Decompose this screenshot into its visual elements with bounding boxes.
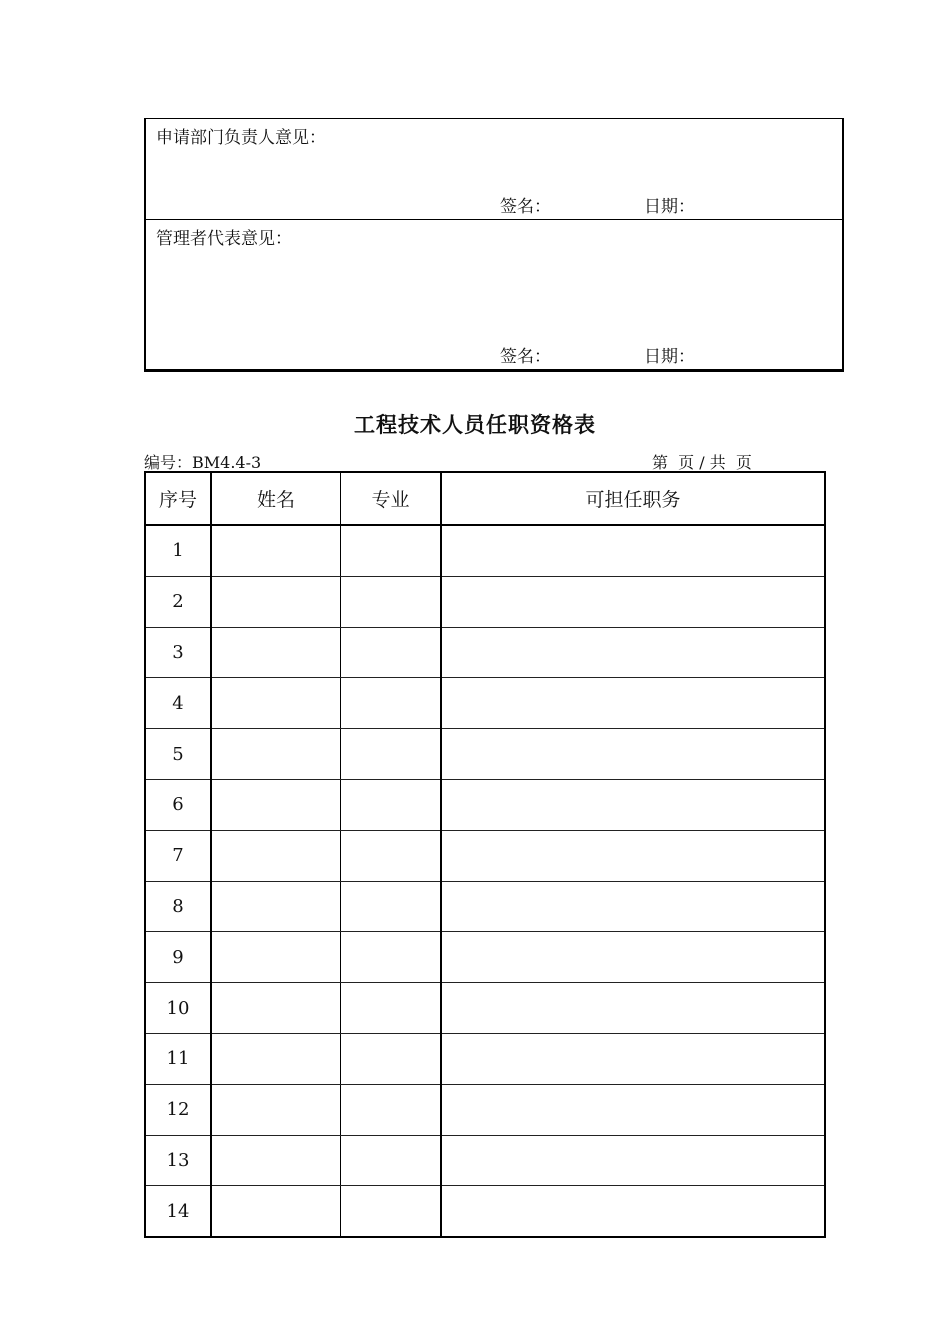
row-positions-cell[interactable]	[441, 1084, 825, 1135]
row-positions-cell[interactable]	[441, 576, 825, 627]
row-seq-cell: 5	[145, 729, 211, 780]
row-name-cell[interactable]	[211, 1033, 341, 1084]
row-name-cell[interactable]	[211, 525, 341, 576]
table-header-row	[145, 472, 825, 525]
department-opinion-section	[146, 118, 842, 220]
table-row	[145, 983, 825, 1034]
table-row	[145, 729, 825, 780]
page-info: 第 页 / 共 页	[652, 453, 752, 472]
department-opinion-label: 申请部门负责人意见：	[156, 128, 326, 148]
table-row	[145, 576, 825, 627]
row-major-cell[interactable]	[341, 983, 442, 1034]
row-seq-cell: 12	[145, 1084, 211, 1135]
row-major-cell[interactable]	[341, 932, 442, 983]
row-seq-cell: 13	[145, 1135, 211, 1186]
management-rep-date-label: 日期：	[644, 347, 695, 367]
department-signature-label: 签名：	[500, 197, 551, 217]
row-major-cell[interactable]	[341, 1135, 442, 1186]
management-rep-signature-label: 签名：	[500, 347, 551, 367]
row-positions-cell[interactable]	[441, 525, 825, 576]
table-row	[145, 525, 825, 576]
row-major-cell[interactable]	[341, 830, 442, 881]
row-seq-cell: 3	[145, 627, 211, 678]
table-row	[145, 830, 825, 881]
row-name-cell[interactable]	[211, 1135, 341, 1186]
header-major: 专业	[341, 472, 442, 525]
approval-box	[144, 118, 844, 372]
row-seq-cell: 1	[145, 525, 211, 576]
row-seq-cell: 7	[145, 830, 211, 881]
department-date-label: 日期：	[644, 197, 695, 217]
row-seq-cell: 2	[145, 576, 211, 627]
header-positions: 可担任职务	[441, 472, 825, 525]
form-code: 编号：BM4.4-3	[144, 453, 262, 472]
table-row	[145, 678, 825, 729]
row-major-cell[interactable]	[341, 576, 442, 627]
row-seq-cell: 14	[145, 1186, 211, 1237]
row-name-cell[interactable]	[211, 729, 341, 780]
management-rep-opinion-section	[146, 220, 842, 372]
header-seq: 序号	[145, 472, 211, 525]
row-positions-cell[interactable]	[441, 1033, 825, 1084]
form-title: 工程技术人员任职资格表	[354, 412, 596, 437]
row-major-cell[interactable]	[341, 678, 442, 729]
row-name-cell[interactable]	[211, 1084, 341, 1135]
row-seq-cell: 10	[145, 983, 211, 1034]
qualification-table	[144, 471, 826, 1238]
row-seq-cell: 9	[145, 932, 211, 983]
row-major-cell[interactable]	[341, 627, 442, 678]
row-name-cell[interactable]	[211, 932, 341, 983]
row-major-cell[interactable]	[341, 779, 442, 830]
table-row	[145, 932, 825, 983]
row-positions-cell[interactable]	[441, 627, 825, 678]
row-positions-cell[interactable]	[441, 678, 825, 729]
table-row	[145, 779, 825, 830]
row-positions-cell[interactable]	[441, 729, 825, 780]
row-seq-cell: 11	[145, 1033, 211, 1084]
table-row	[145, 881, 825, 932]
management-rep-opinion-label: 管理者代表意见：	[156, 229, 292, 249]
table-row	[145, 627, 825, 678]
row-positions-cell[interactable]	[441, 881, 825, 932]
table-row	[145, 1084, 825, 1135]
header-name: 姓名	[211, 472, 341, 525]
row-positions-cell[interactable]	[441, 932, 825, 983]
row-major-cell[interactable]	[341, 525, 442, 576]
row-major-cell[interactable]	[341, 1186, 442, 1237]
row-seq-cell: 4	[145, 678, 211, 729]
table-row	[145, 1186, 825, 1237]
row-positions-cell[interactable]	[441, 1135, 825, 1186]
row-major-cell[interactable]	[341, 1033, 442, 1084]
row-name-cell[interactable]	[211, 779, 341, 830]
row-major-cell[interactable]	[341, 1084, 442, 1135]
row-major-cell[interactable]	[341, 881, 442, 932]
row-name-cell[interactable]	[211, 678, 341, 729]
row-positions-cell[interactable]	[441, 779, 825, 830]
row-positions-cell[interactable]	[441, 830, 825, 881]
table-row	[145, 1033, 825, 1084]
row-name-cell[interactable]	[211, 1186, 341, 1237]
row-seq-cell: 6	[145, 779, 211, 830]
row-seq-cell: 8	[145, 881, 211, 932]
row-positions-cell[interactable]	[441, 983, 825, 1034]
row-positions-cell[interactable]	[441, 1186, 825, 1237]
row-major-cell[interactable]	[341, 729, 442, 780]
row-name-cell[interactable]	[211, 830, 341, 881]
row-name-cell[interactable]	[211, 881, 341, 932]
row-name-cell[interactable]	[211, 576, 341, 627]
row-name-cell[interactable]	[211, 983, 341, 1034]
table-row	[145, 1135, 825, 1186]
row-name-cell[interactable]	[211, 627, 341, 678]
